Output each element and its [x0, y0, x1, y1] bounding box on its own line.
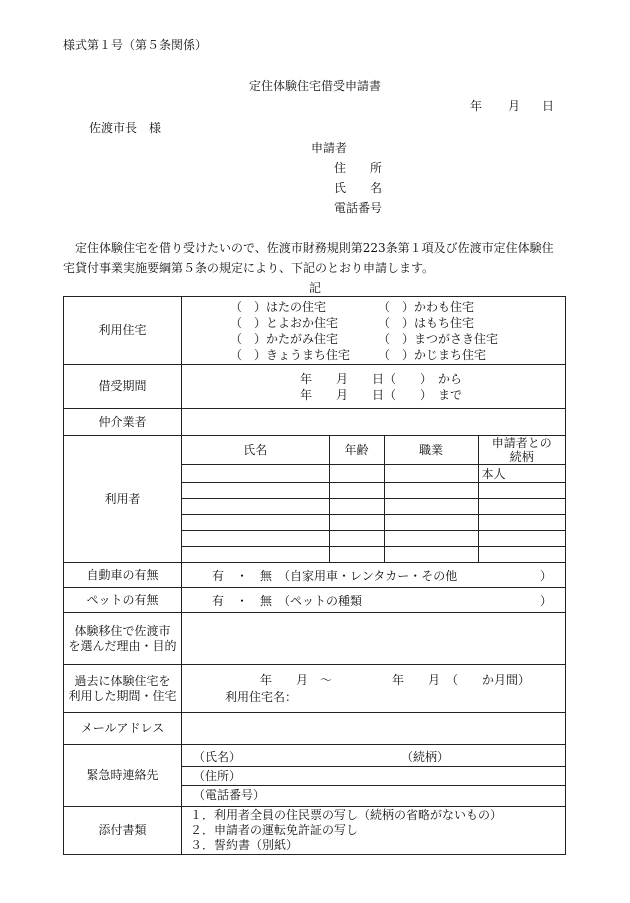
row-broker: [64, 409, 566, 436]
users-header-age: 年齢: [329, 436, 384, 465]
user-job-cell[interactable]: [384, 465, 478, 483]
housing-option[interactable]: （ ）かたがみ住宅: [230, 331, 339, 346]
housing-option[interactable]: （ ）はたの住宅: [230, 299, 327, 314]
row-attachments: [64, 807, 566, 855]
date-day: 日: [542, 99, 555, 113]
emergency-phone-row[interactable]: [182, 786, 565, 804]
body-text-line: 定住体験住宅を借り受けたいので、佐渡市財務規則第223条第１項及び佐渡市定住体験住: [63, 241, 554, 255]
period-field[interactable]: [182, 365, 566, 409]
users-header-job: 職業: [384, 436, 478, 465]
broker-field[interactable]: [182, 409, 566, 436]
addressee: 佐渡市長 様: [89, 121, 162, 135]
pet-options: 有 ・ 無 （ペットの種類: [212, 594, 363, 608]
body-text-line: 宅貸付事業実施要綱第５条の規定により、下記のとおり申請します。: [63, 261, 435, 275]
user-age-cell[interactable]: [329, 547, 384, 563]
car-field[interactable]: [182, 563, 566, 588]
user-age-cell[interactable]: [329, 499, 384, 515]
applicant-heading: 申請者: [311, 141, 348, 155]
users-cell: [182, 436, 566, 563]
row-car: [64, 563, 566, 588]
date-month: 月: [508, 99, 521, 113]
user-relation-cell[interactable]: [478, 547, 565, 563]
applicant-phone-label: 電話番号: [334, 201, 383, 215]
period-to: 年 月 日（ ） まで: [300, 387, 463, 402]
row-email: [64, 713, 566, 745]
period-from: 年 月 日（ ） から: [300, 371, 463, 386]
row-users: [64, 436, 566, 563]
housing-option[interactable]: （ ）かじまち住宅: [378, 347, 487, 362]
emergency-label: 緊急時連絡先: [64, 745, 182, 807]
users-header-row: [182, 436, 565, 465]
row-housing: [64, 297, 566, 365]
housing-label: 利用住宅: [64, 297, 182, 365]
reason-field[interactable]: [182, 613, 566, 665]
housing-option[interactable]: （ ）まつがさき住宅: [378, 331, 499, 346]
past-label: [64, 665, 182, 713]
user-job-cell[interactable]: [384, 515, 478, 531]
email-label: メールアドレス: [64, 713, 182, 745]
users-table: [182, 436, 565, 562]
form-number: 様式第１号（第５条関係）: [63, 38, 208, 52]
emergency-relation-label: （続柄）: [401, 749, 450, 764]
applicant-address-label: 住 所: [334, 161, 383, 175]
user-name-cell[interactable]: [182, 483, 329, 499]
emergency-phone-label: （電話番号）: [193, 787, 266, 802]
user-age-cell[interactable]: [329, 465, 384, 483]
user-name-cell[interactable]: [182, 531, 329, 547]
attachment-item: ２．申請者の運転免許証の写し: [190, 823, 359, 837]
past-period: 年 月 ～ 年 月 （ か月間）: [260, 672, 531, 687]
table-row: [182, 547, 565, 563]
housing-option[interactable]: （ ）きょうまち住宅: [230, 347, 351, 362]
reason-label-line: 体験移住で佐渡市: [74, 623, 171, 638]
applicant-name-label: 氏 名: [334, 181, 383, 195]
car-options: 有 ・ 無 （自家用車・レンタカー・その他: [212, 569, 458, 583]
user-name-cell[interactable]: [182, 515, 329, 531]
attachments-list: [182, 807, 566, 855]
emergency-name-label: （氏名）: [193, 749, 242, 764]
user-name-cell[interactable]: [182, 465, 329, 483]
table-row: [182, 531, 565, 547]
attachment-item: ３．誓約書（別紙）: [190, 838, 299, 852]
car-label: 自動車の有無: [64, 563, 182, 588]
user-job-cell[interactable]: [384, 483, 478, 499]
date-year: 年: [470, 99, 483, 113]
pet-label: ペットの有無: [64, 588, 182, 613]
user-age-cell[interactable]: [329, 531, 384, 547]
users-header-relation: [478, 436, 565, 465]
row-emergency: [64, 745, 566, 807]
table-row: [182, 483, 565, 499]
user-age-cell[interactable]: [329, 515, 384, 531]
users-label: 利用者: [64, 436, 182, 563]
emergency-name-row[interactable]: [182, 748, 565, 767]
housing-option[interactable]: （ ）はもち住宅: [378, 315, 475, 330]
emergency-address-row[interactable]: [182, 767, 565, 786]
row-past: [64, 665, 566, 713]
pet-close-paren: ）: [540, 594, 553, 608]
pet-field[interactable]: [182, 588, 566, 613]
emergency-address-label: （住所）: [193, 768, 242, 783]
period-label: 借受期間: [64, 365, 182, 409]
users-header-relation-text: 申請者との 続柄: [491, 436, 552, 464]
user-job-cell[interactable]: [384, 547, 478, 563]
email-field[interactable]: [182, 713, 566, 745]
past-field[interactable]: [182, 665, 566, 713]
row-reason: [64, 613, 566, 665]
attachment-item: １．利用者全員の住民票の写し（続柄の省略がないもの）: [190, 808, 503, 822]
past-housing-name: 利用住宅名：: [225, 689, 298, 704]
user-relation-cell[interactable]: [478, 531, 565, 547]
reason-label-line: を選んだ理由・目的: [68, 638, 177, 653]
table-row: [182, 515, 565, 531]
car-close-paren: ）: [540, 569, 553, 583]
application-table: [63, 296, 566, 855]
table-row: [182, 465, 565, 483]
user-relation-cell[interactable]: [478, 515, 565, 531]
user-age-cell[interactable]: [329, 483, 384, 499]
user-relation-cell: 本人: [478, 465, 565, 483]
housing-options: [182, 297, 566, 365]
attachments-label: 添付書類: [64, 807, 182, 855]
reason-label: [64, 613, 182, 665]
user-relation-cell[interactable]: [478, 499, 565, 515]
page-title: 定住体験住宅借受申請書: [248, 79, 381, 93]
user-name-cell[interactable]: [182, 547, 329, 563]
user-job-cell[interactable]: [384, 499, 478, 515]
housing-option[interactable]: （ ）かわも住宅: [378, 299, 475, 314]
table-row: [182, 499, 565, 515]
user-relation-cell[interactable]: [478, 483, 565, 499]
user-job-cell[interactable]: [384, 531, 478, 547]
broker-label: 仲介業者: [64, 409, 182, 436]
housing-option[interactable]: （ ）とよおか住宅: [230, 315, 339, 330]
ki-mark: 記: [308, 281, 321, 295]
past-label-line: 利用した期間・住宅: [68, 688, 177, 703]
emergency-cell: [182, 745, 566, 807]
row-pet: [64, 588, 566, 613]
row-period: [64, 365, 566, 409]
past-label-line: 過去に体験住宅を: [74, 673, 171, 688]
user-name-cell[interactable]: [182, 499, 329, 515]
users-header-name: 氏名: [182, 436, 329, 465]
